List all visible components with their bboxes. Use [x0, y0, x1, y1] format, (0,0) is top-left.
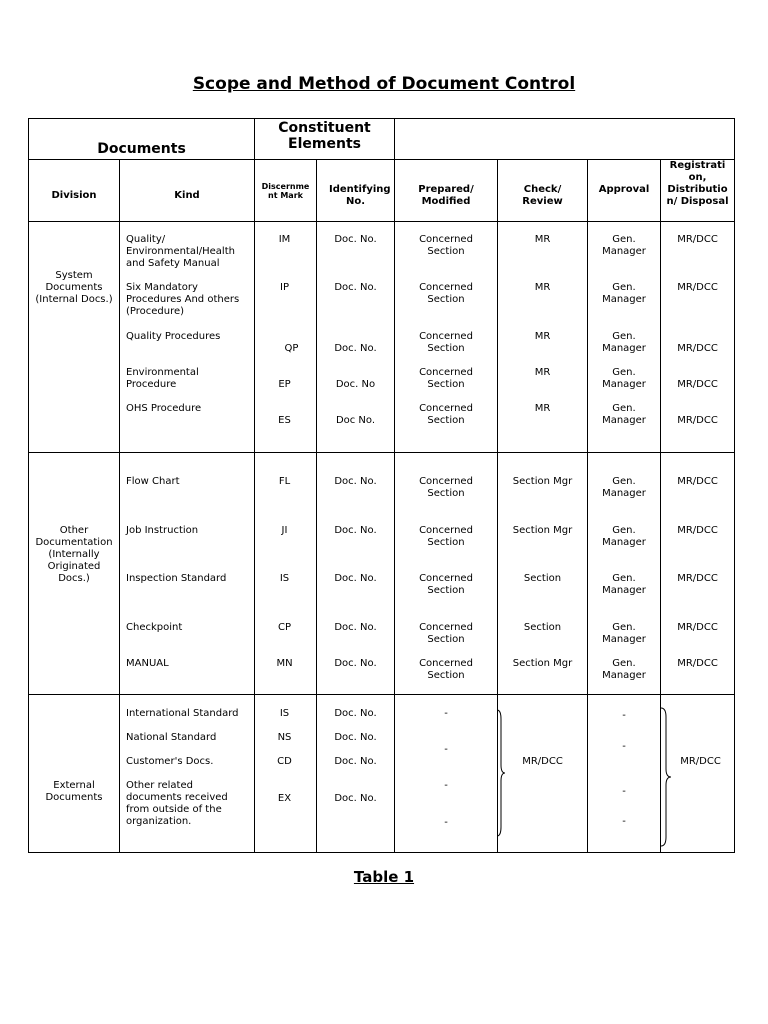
registration-text: MR/DCC	[677, 476, 718, 487]
approval-text: Gen. Manager	[602, 403, 646, 426]
mark-text: IS	[279, 573, 290, 584]
check-text: MR	[534, 403, 551, 414]
idno-text: Doc. No.	[334, 732, 377, 743]
approval-text: Gen. Manager	[602, 476, 646, 499]
idno-text: Doc. No.	[334, 282, 377, 293]
approval-text: Gen. Manager	[602, 658, 646, 681]
kind-text: OHS Procedure	[126, 403, 202, 414]
header-constituent-elements: Constituent Elements	[278, 120, 371, 152]
prepared-text: Concerned Section	[419, 525, 473, 548]
approval-text: Gen. Manager	[602, 367, 646, 390]
kind-cell	[120, 222, 255, 453]
approval-text: Gen. Manager	[602, 282, 646, 305]
table-caption: Table 1	[353, 868, 415, 886]
registration-cell	[661, 222, 735, 453]
registration-text: MR/DCC	[677, 658, 718, 669]
kind-text: Other related documents received from outside of the organization.	[126, 780, 228, 827]
mark-text: EP	[278, 379, 291, 390]
header-blank-cell	[395, 119, 735, 160]
idno-text: Doc. No.	[334, 658, 377, 669]
mark-text: ES	[278, 415, 291, 426]
mark-text: FL	[278, 476, 291, 487]
left-curly-brace	[498, 709, 507, 837]
registration-text: MR/DCC	[680, 756, 721, 767]
colhead-approval: Approval	[598, 184, 650, 195]
registration-text: MR/DCC	[677, 234, 718, 245]
mark-text: MN	[276, 658, 293, 669]
registration-cell	[661, 695, 735, 853]
division-label: System Documents (Internal Docs.)	[35, 270, 113, 305]
kind-text: Customer's Docs.	[126, 756, 214, 767]
colhead-prepared-cell	[395, 160, 498, 222]
prepared-cell	[395, 222, 498, 453]
colhead-approval-cell	[588, 160, 661, 222]
colhead-check-review: Check/ Review	[522, 184, 563, 207]
approval-text: -	[622, 741, 626, 752]
division-other-cell	[29, 453, 120, 695]
kind-cell	[120, 453, 255, 695]
approval-text: Gen. Manager	[602, 573, 646, 596]
prepared-text: -	[444, 780, 448, 791]
colhead-identifying-no: Identifying No.	[329, 184, 391, 207]
prepared-text: Concerned Section	[419, 234, 473, 257]
division-system-cell	[29, 222, 120, 453]
prepared-text: Concerned Section	[419, 622, 473, 645]
check-text: MR	[534, 234, 551, 245]
mark-text: CD	[277, 756, 292, 767]
registration-cell	[661, 453, 735, 695]
mark-text: IS	[279, 708, 290, 719]
registration-text: MR/DCC	[677, 525, 718, 536]
idno-cell	[317, 695, 395, 853]
idno-text: Doc. No.	[334, 525, 377, 536]
kind-text: Quality Procedures	[126, 331, 221, 342]
idno-text: Doc No.	[335, 415, 376, 426]
colhead-discernment-cell	[255, 160, 317, 222]
idno-text: Doc. No.	[334, 756, 377, 767]
check-text: Section	[523, 622, 562, 633]
registration-text: MR/DCC	[677, 343, 718, 354]
left-curly-brace	[661, 707, 673, 847]
colhead-discernment-mark: Discernme nt Mark	[261, 182, 310, 200]
mark-text: NS	[277, 732, 292, 743]
header-documents: Documents	[97, 141, 186, 157]
idno-text: Doc. No.	[334, 622, 377, 633]
check-text: MR	[534, 331, 551, 342]
approval-text: Gen. Manager	[602, 331, 646, 354]
prepared-text: -	[444, 708, 448, 719]
mark-text: IM	[278, 234, 291, 245]
check-cell	[498, 222, 588, 453]
approval-text: -	[622, 816, 626, 827]
approval-cell	[588, 222, 661, 453]
kind-text: Inspection Standard	[126, 573, 227, 584]
idno-cell	[317, 453, 395, 695]
idno-text: Doc. No.	[334, 573, 377, 584]
division-label: Other Documentation (Internally Originated Docs.)	[35, 525, 113, 584]
colhead-division-cell	[29, 160, 120, 222]
registration-text: MR/DCC	[677, 379, 718, 390]
prepared-text: Concerned Section	[419, 658, 473, 681]
idno-text: Doc. No.	[334, 708, 377, 719]
kind-text: Six Mandatory Procedures And others (Procedure)	[126, 282, 240, 317]
registration-text: MR/DCC	[677, 573, 718, 584]
division-label: External Documents	[45, 780, 103, 803]
colhead-kind-cell	[120, 160, 255, 222]
colhead-registration-cell	[661, 160, 735, 222]
header-documents-cell	[29, 119, 255, 160]
check-text: MR/DCC	[522, 756, 563, 767]
kind-text: Quality/ Environmental/Health and Safety Manual	[126, 234, 235, 269]
idno-cell	[317, 222, 395, 453]
colhead-prepared-modified: Prepared/ Modified	[418, 184, 474, 207]
kind-cell	[120, 695, 255, 853]
idno-text: Doc. No.	[334, 234, 377, 245]
approval-cell	[588, 453, 661, 695]
idno-text: Doc. No.	[334, 793, 377, 804]
prepared-text: Concerned Section	[419, 403, 473, 426]
document-control-table	[28, 118, 735, 853]
colhead-kind: Kind	[174, 190, 200, 201]
mark-cell	[255, 453, 317, 695]
prepared-text: Concerned Section	[419, 367, 473, 390]
approval-text: Gen. Manager	[602, 234, 646, 257]
registration-text: MR/DCC	[677, 622, 718, 633]
registration-text: MR/DCC	[677, 415, 718, 426]
check-text: Section Mgr	[512, 525, 573, 536]
check-text: Section Mgr	[512, 658, 573, 669]
idno-text: Doc. No.	[334, 343, 377, 354]
approval-cell	[588, 695, 661, 853]
approval-text: -	[622, 710, 626, 721]
kind-text: Environmental Procedure	[126, 367, 199, 390]
check-text: Section Mgr	[512, 476, 573, 487]
colhead-check-cell	[498, 160, 588, 222]
check-cell	[498, 695, 588, 853]
check-text: Section	[523, 573, 562, 584]
colhead-registration: Registrati on, Distributio n/ Disposal	[666, 160, 729, 207]
prepared-text: Concerned Section	[419, 573, 473, 596]
prepared-text: Concerned Section	[419, 476, 473, 499]
kind-text: MANUAL	[126, 658, 169, 669]
prepared-text: -	[444, 817, 448, 828]
check-text: MR	[534, 367, 551, 378]
kind-text: International Standard	[126, 708, 239, 719]
mark-text: QP	[284, 343, 299, 354]
page-title: Scope and Method of Document Control	[192, 74, 576, 94]
mark-cell	[255, 695, 317, 853]
prepared-text: Concerned Section	[419, 282, 473, 305]
prepared-cell	[395, 453, 498, 695]
kind-text: National Standard	[126, 732, 217, 743]
kind-text: Checkpoint	[126, 622, 183, 633]
mark-text: EX	[277, 793, 292, 804]
approval-text: Gen. Manager	[602, 525, 646, 548]
check-cell	[498, 453, 588, 695]
check-text: MR	[534, 282, 551, 293]
prepared-cell	[395, 695, 498, 853]
mark-cell	[255, 222, 317, 453]
kind-text: Job Instruction	[126, 525, 199, 536]
approval-text: Gen. Manager	[602, 622, 646, 645]
colhead-identifying-cell	[317, 160, 395, 222]
mark-text: CP	[277, 622, 291, 633]
header-constituent-cell	[255, 119, 395, 160]
prepared-text: Concerned Section	[419, 331, 473, 354]
registration-text: MR/DCC	[677, 282, 718, 293]
idno-text: Doc. No.	[334, 476, 377, 487]
mark-text: IP	[280, 282, 289, 293]
approval-text: -	[622, 786, 626, 797]
prepared-text: -	[444, 744, 448, 755]
colhead-division: Division	[51, 190, 97, 201]
idno-text: Doc. No	[335, 379, 376, 390]
mark-text: JI	[281, 525, 288, 536]
division-external-cell	[29, 695, 120, 853]
kind-text: Flow Chart	[126, 476, 180, 487]
